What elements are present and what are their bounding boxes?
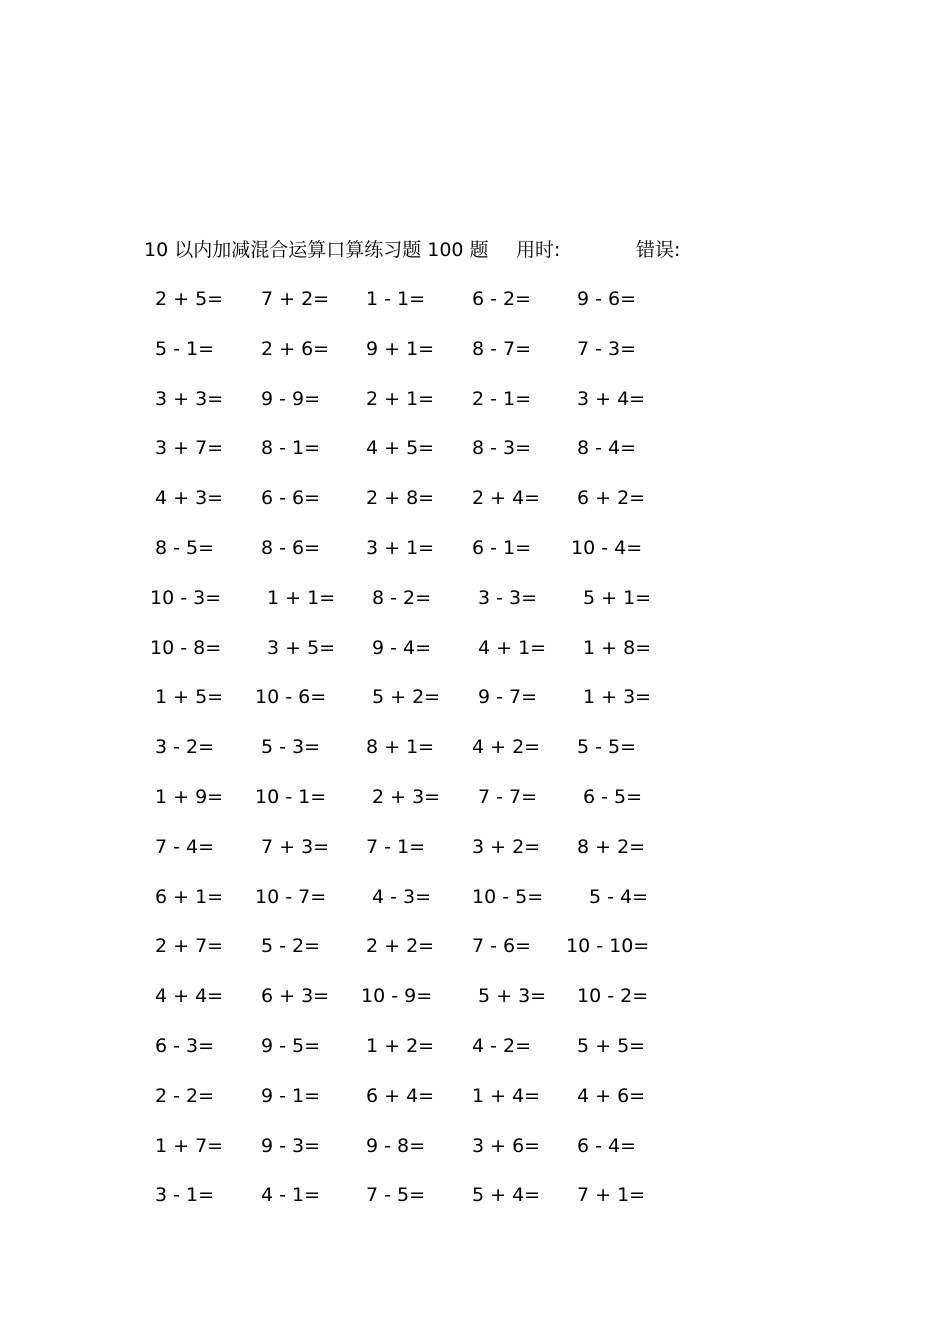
arithmetic-problem: 10 - 4= (571, 536, 643, 559)
arithmetic-problem: 5 - 3= (261, 736, 321, 759)
arithmetic-problem: 10 - 7= (255, 885, 327, 908)
arithmetic-problem: 8 - 3= (472, 437, 532, 460)
arithmetic-problem: 8 - 2= (372, 586, 432, 609)
arithmetic-problem: 3 + 6= (472, 1134, 541, 1157)
arithmetic-problem: 5 - 4= (589, 885, 649, 908)
problem-row (0, 932, 950, 982)
arithmetic-problem: 7 + 2= (261, 288, 330, 310)
arithmetic-problem: 1 - 1= (366, 288, 426, 310)
arithmetic-problem: 10 - 10= (566, 935, 650, 958)
arithmetic-problem: 1 + 8= (583, 636, 652, 659)
arithmetic-problem: 1 + 1= (267, 586, 336, 609)
problem-row (0, 833, 950, 883)
arithmetic-problem: 1 + 2= (366, 1034, 435, 1057)
arithmetic-problem: 3 - 2= (155, 736, 215, 759)
problem-row (0, 1032, 950, 1082)
arithmetic-problem: 9 - 1= (261, 1084, 321, 1107)
arithmetic-problem: 1 + 3= (583, 686, 652, 709)
arithmetic-problem: 5 + 5= (577, 1034, 646, 1057)
arithmetic-problem: 2 - 2= (155, 1084, 215, 1107)
arithmetic-problem: 9 - 6= (577, 288, 637, 310)
arithmetic-problem: 8 - 7= (472, 337, 532, 360)
arithmetic-problem: 9 - 8= (366, 1134, 426, 1157)
problem-row (0, 733, 950, 783)
arithmetic-problem: 2 + 6= (261, 337, 330, 360)
arithmetic-problem: 8 + 2= (577, 835, 646, 858)
arithmetic-problem: 9 - 7= (478, 686, 538, 709)
problem-row (0, 1082, 950, 1132)
arithmetic-problem: 4 + 6= (577, 1084, 646, 1107)
arithmetic-problem: 2 + 1= (366, 387, 435, 410)
arithmetic-problem: 7 - 5= (366, 1184, 426, 1207)
arithmetic-problem: 10 - 1= (255, 785, 327, 808)
arithmetic-problem: 4 + 5= (366, 437, 435, 460)
arithmetic-problem: 8 - 6= (261, 536, 321, 559)
arithmetic-problem: 3 + 2= (472, 835, 541, 858)
arithmetic-problem: 1 + 9= (155, 785, 224, 808)
arithmetic-problem: 2 - 1= (472, 387, 532, 410)
arithmetic-problem: 4 + 4= (155, 985, 224, 1008)
arithmetic-problem: 2 + 3= (372, 785, 441, 808)
arithmetic-problem: 7 - 3= (577, 337, 637, 360)
arithmetic-problem: 2 + 7= (155, 935, 224, 958)
arithmetic-problem: 8 + 1= (366, 736, 435, 759)
arithmetic-problem: 10 - 6= (255, 686, 327, 709)
worksheet-title: 10 以内加减混合运算口算练习题 100 题 (144, 239, 489, 261)
problem-row (0, 1132, 950, 1182)
arithmetic-problem: 2 + 2= (366, 935, 435, 958)
problem-row (0, 484, 950, 534)
arithmetic-problem: 5 + 3= (478, 985, 547, 1008)
arithmetic-problem: 6 - 4= (577, 1134, 637, 1157)
arithmetic-problem: 10 - 8= (150, 636, 222, 659)
arithmetic-problem: 7 - 7= (478, 785, 538, 808)
problem-row (0, 534, 950, 584)
problem-row (0, 783, 950, 833)
arithmetic-problem: 3 + 7= (155, 437, 224, 460)
problem-row (0, 584, 950, 634)
arithmetic-problem: 3 + 5= (267, 636, 336, 659)
arithmetic-problem: 5 + 2= (372, 686, 441, 709)
arithmetic-problem: 6 - 3= (155, 1034, 215, 1057)
arithmetic-problem: 9 - 4= (372, 636, 432, 659)
arithmetic-problem: 6 + 3= (261, 985, 330, 1008)
arithmetic-problem: 6 - 2= (472, 288, 532, 310)
problem-grid (0, 285, 950, 1231)
arithmetic-problem: 10 - 9= (361, 985, 433, 1008)
arithmetic-problem: 4 + 1= (478, 636, 547, 659)
problem-row (0, 335, 950, 385)
arithmetic-problem: 3 - 1= (155, 1184, 215, 1207)
arithmetic-problem: 3 + 4= (577, 387, 646, 410)
arithmetic-problem: 7 + 3= (261, 835, 330, 858)
arithmetic-problem: 6 - 6= (261, 487, 321, 510)
arithmetic-problem: 9 - 3= (261, 1134, 321, 1157)
arithmetic-problem: 6 + 4= (366, 1084, 435, 1107)
problem-row (0, 634, 950, 684)
error-count-label: 错误: (636, 239, 681, 261)
arithmetic-problem: 5 - 1= (155, 337, 215, 360)
arithmetic-problem: 9 - 5= (261, 1034, 321, 1057)
arithmetic-problem: 8 - 1= (261, 437, 321, 460)
arithmetic-problem: 3 + 1= (366, 536, 435, 559)
arithmetic-problem: 3 - 3= (478, 586, 538, 609)
problem-row (0, 434, 950, 484)
arithmetic-problem: 8 - 5= (155, 536, 215, 559)
arithmetic-problem: 1 + 7= (155, 1134, 224, 1157)
arithmetic-problem: 8 - 4= (577, 437, 637, 460)
arithmetic-problem: 4 + 2= (472, 736, 541, 759)
arithmetic-problem: 7 - 4= (155, 835, 215, 858)
arithmetic-problem: 5 - 5= (577, 736, 637, 759)
arithmetic-problem: 4 + 3= (155, 487, 224, 510)
arithmetic-problem: 6 - 5= (583, 785, 643, 808)
arithmetic-problem: 7 + 1= (577, 1184, 646, 1207)
arithmetic-problem: 3 + 3= (155, 387, 224, 410)
arithmetic-problem: 1 + 4= (472, 1084, 541, 1107)
problem-row (0, 385, 950, 435)
problem-row (0, 883, 950, 933)
arithmetic-problem: 1 + 5= (155, 686, 224, 709)
arithmetic-problem: 9 - 9= (261, 387, 321, 410)
arithmetic-problem: 2 + 8= (366, 487, 435, 510)
arithmetic-problem: 6 - 1= (472, 536, 532, 559)
arithmetic-problem: 2 + 5= (155, 288, 224, 310)
problem-row (0, 982, 950, 1032)
arithmetic-problem: 10 - 5= (472, 885, 544, 908)
arithmetic-problem: 5 - 2= (261, 935, 321, 958)
arithmetic-problem: 4 - 2= (472, 1034, 532, 1057)
problem-row (0, 1181, 950, 1231)
time-used-label: 用时: (516, 239, 561, 261)
worksheet-header (144, 236, 764, 264)
arithmetic-problem: 4 - 3= (372, 885, 432, 908)
problem-row (0, 285, 950, 335)
arithmetic-problem: 2 + 4= (472, 487, 541, 510)
arithmetic-problem: 6 + 2= (577, 487, 646, 510)
problem-row (0, 683, 950, 733)
arithmetic-problem: 5 + 4= (472, 1184, 541, 1207)
arithmetic-problem: 4 - 1= (261, 1184, 321, 1207)
arithmetic-problem: 6 + 1= (155, 885, 224, 908)
arithmetic-problem: 7 - 6= (472, 935, 532, 958)
arithmetic-problem: 10 - 2= (577, 985, 649, 1008)
arithmetic-problem: 7 - 1= (366, 835, 426, 858)
arithmetic-problem: 9 + 1= (366, 337, 435, 360)
arithmetic-problem: 10 - 3= (150, 586, 222, 609)
arithmetic-problem: 5 + 1= (583, 586, 652, 609)
